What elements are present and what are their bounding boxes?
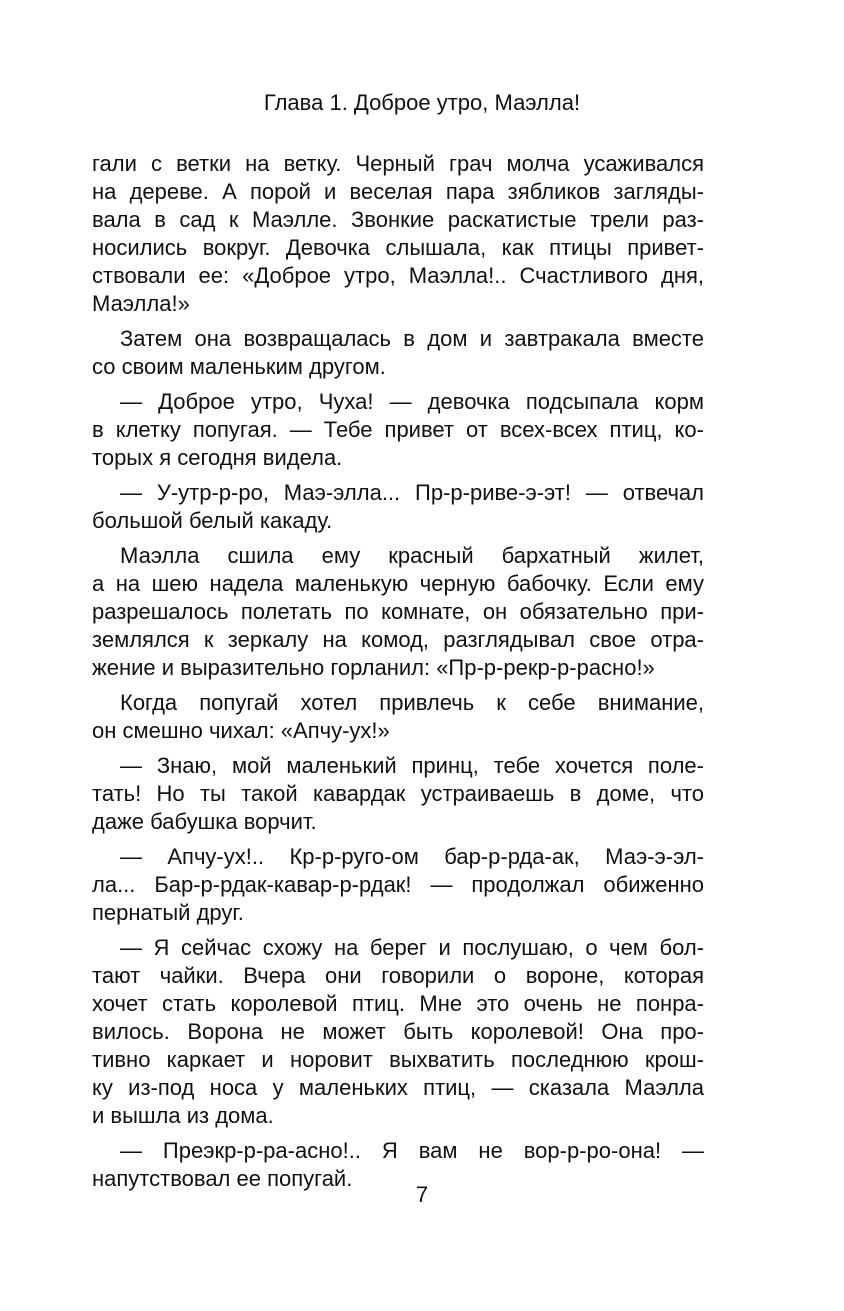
page-number: 7 [415, 1182, 429, 1207]
text-line: и вышла из дома. [92, 1103, 274, 1128]
text-line: в клетку попугая. — Тебе привет от всех-всех птиц, ко- [92, 417, 704, 442]
text-line: — Преэкр-р-ра-асно!.. Я вам не вор-р-ро-она! — [120, 1138, 704, 1163]
paragraph [92, 325, 704, 381]
text-line: на дереве. А порой и веселая пара зябликов загляды- [92, 179, 704, 204]
text-line: хочет стать королевой птиц. Мне это очень не понра- [92, 991, 704, 1016]
paragraph-gap [92, 472, 704, 479]
text-line: тают чайки. Вчера они говорили о вороне, которая [92, 963, 704, 988]
text-line: гали с ветки на ветку. Черный грач молча усаживался [92, 151, 704, 176]
paragraph-gap [92, 535, 704, 542]
text-line: напутствовал ее попугай. [92, 1166, 353, 1191]
text-line: пернатый друг. [92, 900, 244, 925]
text-line: ку из-под носа у маленьких птиц, — сказала Маэлла [92, 1075, 704, 1100]
text-line: землялся к зеркалу на комод, разглядывал свое отра- [92, 627, 704, 652]
paragraph [92, 752, 704, 836]
text-line: Маэлла сшила ему красный бархатный жилет, [120, 543, 704, 568]
paragraph-gap [92, 927, 704, 934]
text-line: даже бабушка ворчит. [92, 809, 317, 834]
text-line: — Я сейчас схожу на берег и послушаю, о чем бол- [120, 935, 704, 960]
paragraph [92, 843, 704, 927]
text-line: тать! Но ты такой кавардак устраиваешь в доме, что [92, 781, 704, 806]
paragraph [92, 934, 704, 1130]
text-line: жение и выразительно горланил: «Пр-р-рекр-р-расно!» [92, 655, 655, 680]
text-line: — Доброе утро, Чуха! — девочка подсыпала корм [120, 389, 704, 414]
paragraph [92, 479, 704, 535]
paragraph-gap [92, 318, 704, 325]
paragraph [92, 388, 704, 472]
text-line: большой белый какаду. [92, 508, 333, 533]
paragraph [92, 150, 704, 318]
text-line: Маэлла!» [92, 291, 190, 316]
text-line: ла... Бар-р-рдак-кавар-р-рдак! — продолжал обиженно [92, 872, 704, 897]
text-line: со своим маленьким другом. [92, 354, 386, 379]
text-line: Когда попугай хотел привлечь к себе внимание, [120, 690, 704, 715]
paragraph-gap [92, 836, 704, 843]
text-line: разрешалось полетать по комнате, он обязательно при- [92, 599, 704, 624]
text-line: ствовали ее: «Доброе утро, Маэлла!.. Счастливого дня, [92, 263, 704, 288]
paragraph-gap [92, 682, 704, 689]
text-line: Затем она возвращалась в дом и завтракала вместе [120, 326, 704, 351]
text-line: — Знаю, мой маленький принц, тебе хочется поле- [120, 753, 704, 778]
text-line: — У-утр-р-ро, Маэ-элла... Пр-р-риве-э-эт! — отвечал [120, 480, 704, 505]
text-line: он смешно чихал: «Апчу-ух!» [92, 718, 390, 743]
text-line: вала в сад к Маэлле. Звонкие раскатистые трели раз- [92, 207, 704, 232]
running-head: Глава 1. Доброе утро, Маэлла! [263, 90, 581, 115]
paragraph [92, 689, 704, 745]
paragraph-gap [92, 381, 704, 388]
body-text [92, 150, 704, 1193]
text-line: тивно каркает и норовит выхватить последнюю крош- [92, 1047, 704, 1072]
text-line: — Апчу-ух!.. Кр-р-руго-ом бар-р-рда-ак, Маэ-э-эл- [120, 844, 704, 869]
text-line: вилось. Ворона не может быть королевой! Она про- [92, 1019, 704, 1044]
text-line: носились вокруг. Девочка слышала, как птицы привет- [92, 235, 704, 260]
text-line: а на шею надела маленькую черную бабочку. Если ему [92, 571, 704, 596]
text-line: торых я сегодня видела. [92, 445, 343, 470]
paragraph-gap [92, 745, 704, 752]
paragraph-gap [92, 1130, 704, 1137]
paragraph [92, 542, 704, 682]
